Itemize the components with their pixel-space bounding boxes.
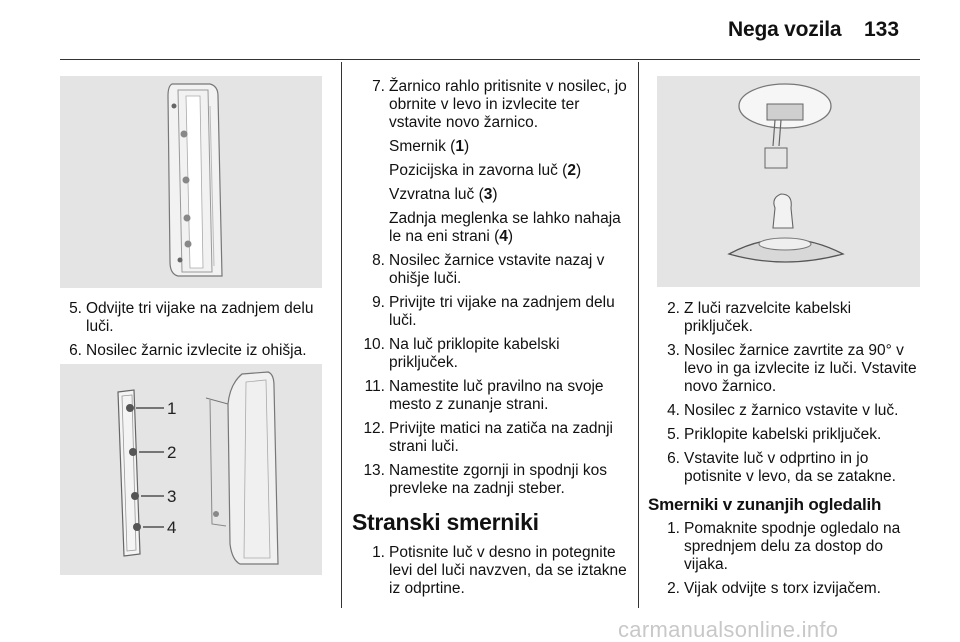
page-header	[0, 0, 960, 62]
column-divider-right	[638, 62, 639, 608]
step-number: 10.	[363, 336, 385, 353]
step-number: 13.	[363, 462, 385, 479]
step-text: Nosilec žarnic izvlecite iz ohišja.	[86, 342, 307, 359]
step-text: Priklopite kabelski priključek.	[684, 426, 882, 443]
list-item	[356, 294, 628, 330]
bulb-item-3: Vzvratna luč (3)	[389, 186, 498, 203]
step-number: 5.	[667, 426, 680, 443]
side-indicator-illustration	[657, 76, 920, 287]
step-text: Žarnico rahlo pritisnite v nosilec, jo obrnite v levo in izvlecite ter vstavite novo žarnico.	[389, 78, 627, 131]
step-number: 12.	[363, 420, 385, 437]
step-number: 2.	[667, 300, 680, 317]
list-item	[356, 544, 628, 598]
column-divider-left	[341, 62, 342, 608]
middle-steps	[352, 78, 628, 604]
step-number: 6.	[69, 342, 82, 359]
list-item	[356, 420, 628, 456]
step-text: Vijak odvijte s torx izvijačem.	[684, 580, 881, 597]
list-item	[356, 336, 628, 372]
list-item	[658, 580, 920, 598]
step-number: 7.	[372, 78, 385, 95]
callout-2: 2	[167, 443, 177, 462]
step-number: 8.	[372, 252, 385, 269]
header-rule	[60, 59, 920, 60]
bulb-item-2: Pozicijska in zavorna luč (2)	[389, 162, 582, 179]
step-number: 1.	[667, 520, 680, 537]
step-text: Potisnite luč v desno in potegnite levi del luči navzven, da se iztakne iz odprtine.	[389, 544, 627, 597]
step-text: Namestite zgornji in spodnji kos prevleke na zadnji steber.	[389, 462, 607, 497]
step-number: 9.	[372, 294, 385, 311]
step-number: 11.	[364, 378, 385, 395]
left-steps	[60, 300, 330, 366]
callout-3: 3	[167, 487, 177, 506]
list-item	[658, 520, 920, 574]
callout-1: 1	[167, 399, 177, 418]
list-item	[658, 342, 920, 396]
list-item	[658, 300, 920, 336]
list-item	[356, 378, 628, 414]
list-item	[658, 402, 920, 420]
section-title-mirror-indicators: Smerniki v zunanjih ogledalih	[648, 495, 882, 514]
step-number: 3.	[667, 342, 680, 359]
step-text: Pomaknite spodnje ogledalo na sprednjem delu za dostop do vijaka.	[684, 520, 901, 573]
list-item	[658, 426, 920, 444]
step-number: 6.	[667, 450, 680, 467]
step-text: Namestite luč pravilno na svoje mesto z zunanje strani.	[389, 378, 604, 413]
page-title: Nega vozila	[728, 18, 842, 41]
step-text: Odvijte tri vijake na zadnjem delu luči.	[86, 300, 314, 335]
bulb-item-1: Smernik (1)	[389, 138, 470, 155]
list-item	[356, 78, 628, 132]
bulb-item-4: Zadnja meglenka se lahko nahaja le na eni strani (4)	[389, 210, 621, 245]
step-text: Na luč priklopite kabelski priključek.	[389, 336, 560, 371]
page-number: 133	[864, 18, 900, 41]
step-text: Z luči razvelcite kabelski priključek.	[684, 300, 852, 335]
watermark: carmanualsonline.info	[618, 617, 839, 642]
figure-side-indicator	[657, 76, 920, 287]
list-item	[356, 252, 628, 288]
bulb-holder-illustration	[60, 364, 322, 575]
list-item	[658, 450, 920, 486]
section-title-side-indicators: Stranski smerniki	[352, 509, 539, 535]
list-item	[60, 342, 330, 360]
step-text: Privijte matici na zatiča na zadnji strani luči.	[389, 420, 613, 455]
step-number: 5.	[69, 300, 82, 317]
step-text: Nosilec žarnice zavrtite za 90° v levo in ga izvlecite iz luči. Vstavite novo žarnico.	[684, 342, 917, 395]
step-number: 4.	[667, 402, 680, 419]
figure-tail-light-housing	[60, 76, 322, 288]
list-item	[60, 300, 330, 336]
right-steps	[648, 300, 920, 604]
step-number: 1.	[372, 544, 385, 561]
step-text: Nosilec žarnice vstavite nazaj v ohišje luči.	[389, 252, 605, 287]
callout-4: 4	[167, 518, 177, 537]
step-text: Vstavite luč v odprtino in jo potisnite v levo, da se zatakne.	[684, 450, 896, 485]
step-number: 2.	[667, 580, 680, 597]
figure-bulb-holder	[60, 364, 322, 575]
tail-light-housing-illustration	[60, 76, 322, 288]
step-text: Nosilec z žarnico vstavite v luč.	[684, 402, 899, 419]
step-text: Privijte tri vijake na zadnjem delu luči.	[389, 294, 615, 329]
list-item	[356, 462, 628, 498]
